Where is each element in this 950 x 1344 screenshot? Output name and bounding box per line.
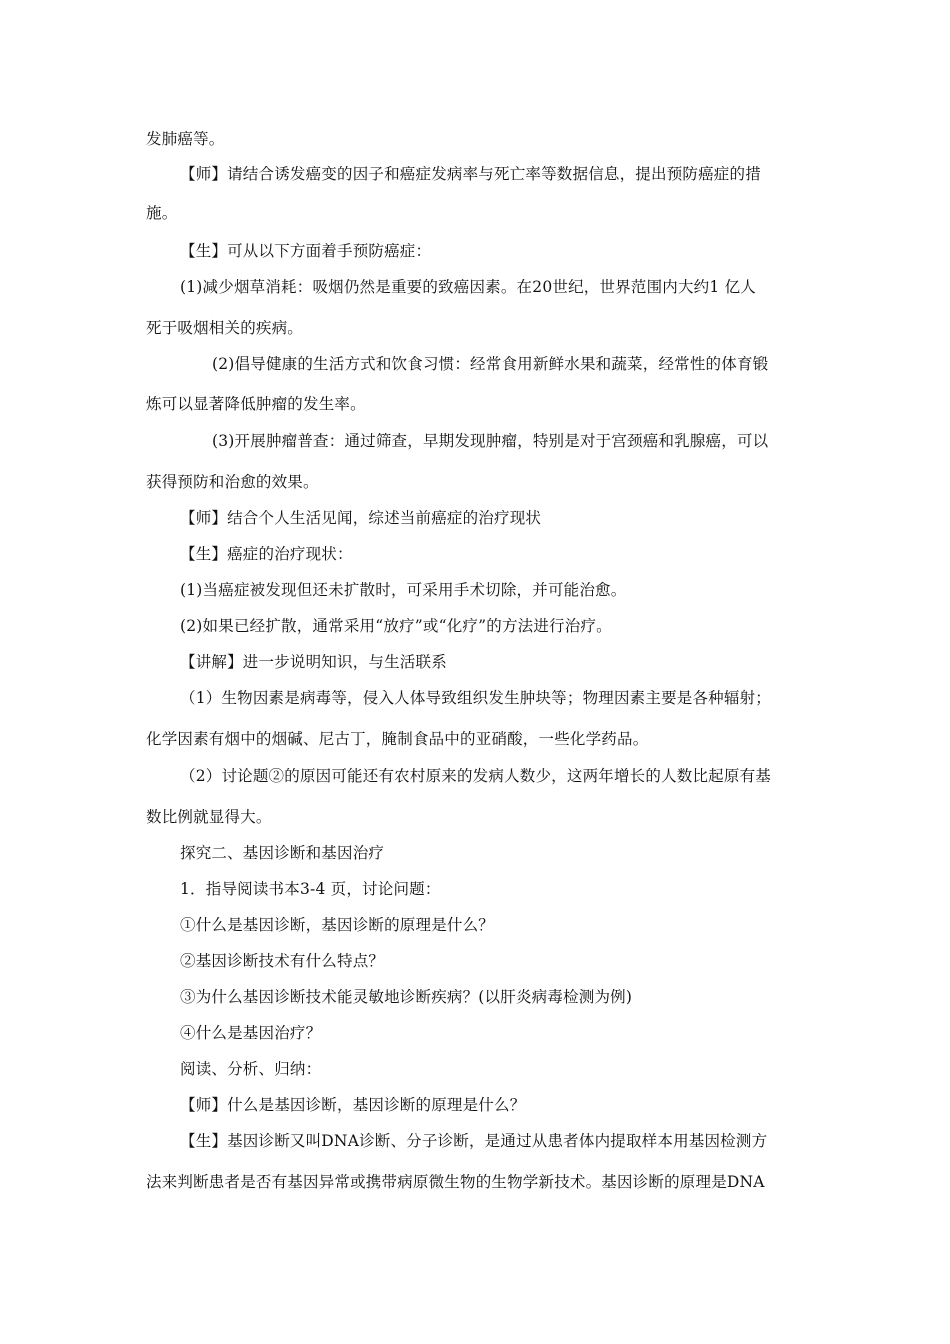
- text-line: 【师】什么是基因诊断，基因诊断的原理是什么？: [180, 1096, 526, 1114]
- question-item: ①什么是基因诊断，基因诊断的原理是什么？: [180, 916, 495, 934]
- text-line: 【师】请结合诱发癌变的因子和癌症发病率与死亡率等数据信息，提出预防癌症的措: [180, 165, 761, 183]
- section-heading: 探究二、基因诊断和基因治疗: [180, 844, 385, 862]
- text-line: (1)当癌症被发现但还未扩散时，可采用手术切除，并可能治愈。: [180, 581, 627, 599]
- text-line: 【生】基因诊断又叫DNA诊断、分子诊断，是通过从患者体内提取样本用基因检测方: [180, 1132, 768, 1150]
- text-line: 阅读、分析、归纳：: [180, 1060, 322, 1078]
- text-line: 【讲解】进一步说明知识，与生活联系: [180, 653, 447, 671]
- text-line: (3)开展肿瘤普查：通过筛查，早期发现肿瘤，特别是对于宫颈癌和乳腺癌，可以: [212, 432, 769, 450]
- text-line: (2)如果已经扩散，通常采用“放疗”或“化疗”的方法进行治疗。: [180, 617, 612, 635]
- text-line: （2）讨论题②的原因可能还有农村原来的发病人数少，这两年增长的人数比起原有基: [180, 767, 771, 785]
- text-line: 【生】癌症的治疗现状：: [180, 545, 353, 563]
- question-item: ③为什么基因诊断技术能灵敏地诊断疾病？(以肝炎病毒检测为例): [180, 988, 633, 1006]
- text-line: （1）生物因素是病毒等，侵入人体导致组织发生肿块等；物理因素主要是各种辐射；: [180, 689, 771, 707]
- text-line: 获得预防和治愈的效果。: [146, 473, 319, 491]
- text-line: 化学因素有烟中的烟碱、尼古丁，腌制食品中的亚硝酸，一些化学药品。: [146, 730, 649, 748]
- text-line: (1)减少烟草消耗：吸烟仍然是重要的致癌因素。在20世纪，世界范围内大约1 亿人: [180, 278, 756, 296]
- question-item: ②基因诊断技术有什么特点？: [180, 952, 385, 970]
- text-line: 数比例就显得大。: [146, 808, 272, 826]
- text-line: 1．指导阅读书本3-4 页，讨论问题：: [180, 880, 441, 898]
- text-line: (2)倡导健康的生活方式和饮食习惯：经常食用新鲜水果和蔬菜，经常性的体育锻: [212, 355, 769, 373]
- text-line: 【师】结合个人生活见闻，综述当前癌症的治疗现状: [180, 509, 542, 527]
- text-line: 施。: [146, 204, 178, 222]
- question-item: ④什么是基因治疗？: [180, 1024, 322, 1042]
- text-line: 法来判断患者是否有基因异常或携带病原微生物的生物学新技术。基因诊断的原理是DNA: [146, 1173, 765, 1191]
- text-line: 死于吸烟相关的疾病。: [146, 319, 304, 337]
- text-line: 炼可以显著降低肿瘤的发生率。: [146, 395, 366, 413]
- text-line: 发肺癌等。: [146, 130, 225, 148]
- text-line: 【生】可从以下方面着手预防癌症：: [180, 242, 432, 260]
